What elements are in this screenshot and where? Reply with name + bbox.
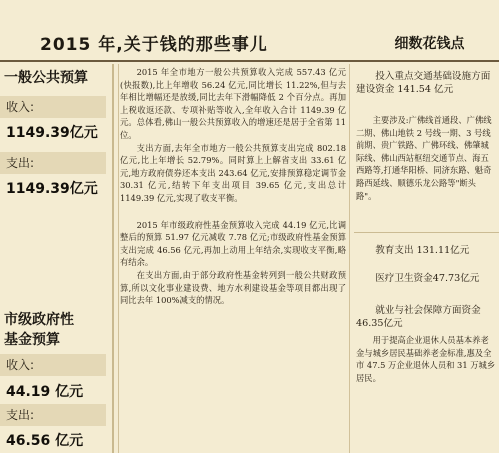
employment-spending: 就业与社会保障方面资金46.35亿元 [356, 305, 481, 329]
general-income-label: 收入: [0, 96, 106, 118]
article-paragraph-fund-expense: 在支出方面,由于部分政府性基金转列到一般公共财政预算,所以文化事业建设费、地方水利建设基金等项目都出现了同比去年 100%减支的情况。 [120, 269, 346, 306]
general-budget-heading: 一般公共预算 [4, 70, 88, 86]
budget-article [120, 66, 346, 451]
transport-investment: 投入重点交通基础设施方面建设资金 141.54 亿元 [356, 71, 491, 95]
left-summary-column [0, 64, 112, 453]
article-paragraph-income: 2015 年全市地方一般公共预算收入完成 557.43 亿元(快报数),比上年增收 56.24 亿元,同比增长 11.22%,但与去年相比增幅还是放缓,同比去年下滑幅降低 2 个百分点。再加上税收返还款、专项补贴等收入,全年收入合计 1149.39 亿元。总体看,佛山一般公共预算收入的增速还是居于全省第 11 位。 [120, 67, 346, 140]
side-title: 细数花钱点 [394, 36, 465, 52]
header-rule [0, 60, 499, 62]
general-expense-value: 1149.39亿元 [6, 181, 98, 197]
fund-income-value: 44.19 亿元 [6, 384, 84, 400]
article-paragraph-fund: 2015 年市级政府性基金预算收入完成 44.19 亿元,比调整后的预算 51.97 亿元减收 7.78 亿元;市级政府性基金预算支出完成 46.56 亿元,再加上动用上年结余,实现收支平衡,略有结余。 [120, 219, 346, 268]
health-spending: 医疗卫生资金47.73亿元 [375, 273, 480, 284]
header [0, 0, 499, 62]
right-column-rule [354, 232, 499, 233]
fund-expense-label: 支出: [0, 404, 106, 426]
education-spending: 教育支出 131.11亿元 [375, 245, 470, 256]
employment-detail: 用于提高企业退休人员基本养老金与城乡居民基础养老金标准,惠及全市 47.5 万企业退休人员和 31 万城乡居民。 [356, 335, 496, 383]
fund-budget-heading-line1: 市级政府性 [4, 312, 74, 328]
transport-detail: 主要涉及:广佛线首通段、广佛线二期、佛山地铁 2 号线一期、3 号线前期、贵广铁路、广佛环线、佛肇城际线、佛山西站枢纽交通节点、海五西路等,打通华阳桥、同济东路、魁奇路西延线、顺德乐龙公路等"断头路"。 [356, 115, 492, 201]
spending-column [356, 64, 499, 453]
fund-budget-heading-line2: 基金预算 [4, 332, 60, 348]
fund-income-label: 收入: [0, 354, 106, 376]
general-expense-label: 支出: [0, 152, 106, 174]
article-paragraph-expense: 支出方面,去年全市地方一般公共预算支出完成 802.18 亿元,比上年增长 52.79%。同时算上上解省支出 33.61 亿元,地方政府债券还本支出 243.64 亿元,安排预算稳定调节金 30.31 亿元,结转下年支出项目 39.65 亿元,支出总计 1149.39 亿元,实现了收支平衡。 [120, 142, 346, 203]
fund-expense-value: 46.56 亿元 [6, 433, 84, 449]
page-title: 2015 年,关于钱的那些事儿 [40, 35, 268, 55]
general-income-value: 1149.39亿元 [6, 125, 98, 141]
left-divider [112, 64, 114, 453]
